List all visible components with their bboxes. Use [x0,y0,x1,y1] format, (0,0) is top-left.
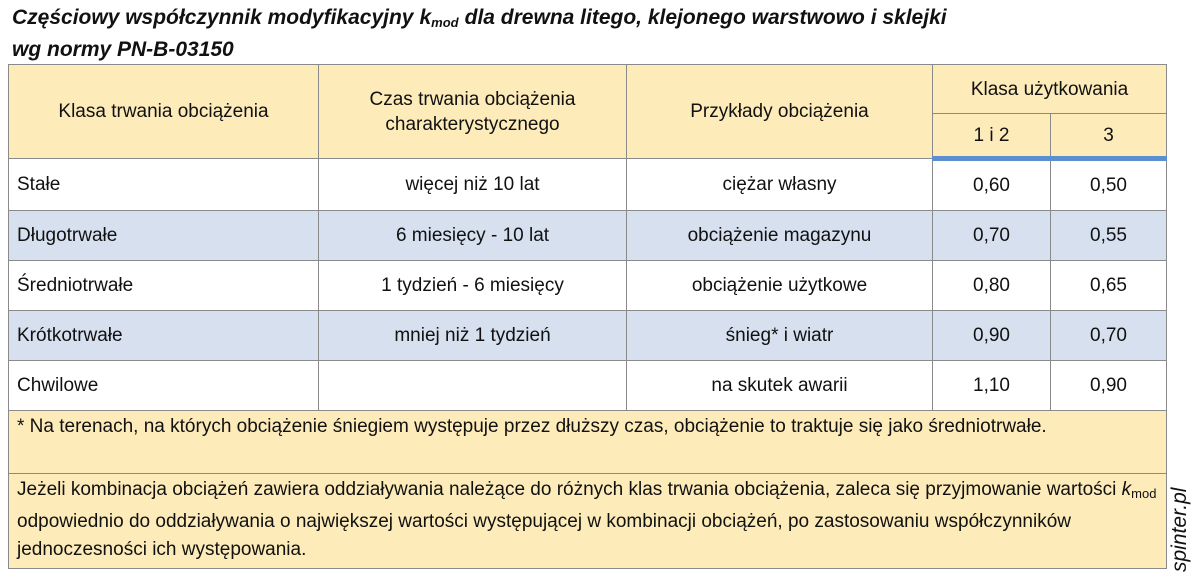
footnote-combination: Jeżeli kombinacja obciążeń zawiera oddziaływania należące do różnych klas trwania obciążenia, zaleca się przyjmowanie wartości $k_{mod}$ odpowiednio do oddziaływania o największej wartości występującej w kombinacji obciążeń, po zastosowaniu współczynników jednoczesności ich występowania. [9,474,1167,569]
cell-czas: mniej niż 1 tydzień [319,311,627,361]
header-klasa-trwania: Klasa trwania obciążenia [9,65,319,159]
cell-value-1-2: 0,70 [933,211,1051,261]
header-czas-trwania: Czas trwania obciążenia charakterystycznego [319,65,627,159]
footnote-snow: * Na terenach, na których obciążenie śniegiem występuje przez dłuższy czas, obciążenie to traktuje się jako średniotrwałe. [9,411,1167,474]
cell-value-1-2: 0,90 [933,311,1051,361]
header-klasa-uzytkowania: Klasa użytkowania [933,65,1167,114]
title-suffix: dla drewna litego, klejonego warstwowo i sklejki [464,6,947,29]
title-line-1 [12,4,947,36]
cell-value-1-2: 0,80 [933,261,1051,311]
cell-klasa: Krótkotrwałe [9,311,319,361]
cell-przyklad: ciężar własny [627,159,933,211]
header-przyklady: Przykłady obciążenia [627,65,933,159]
cell-przyklad: obciążenie użytkowe [627,261,933,311]
header-klasa-1-2: 1 i 2 [933,114,1051,159]
cell-klasa: Stałe [9,159,319,211]
cell-value-3: 0,50 [1051,159,1167,211]
table-row [9,311,1167,361]
table-row [9,361,1167,411]
cell-value-3: 0,90 [1051,361,1167,411]
table-row [9,211,1167,261]
k-mod-symbol: $k_{mod}$ [1121,479,1157,501]
cell-klasa: Chwilowe [9,361,319,411]
cell-value-1-2: 1,10 [933,361,1051,411]
cell-czas: 6 miesięcy - 10 lat [319,211,627,261]
cell-przyklad: śnieg* i wiatr [627,311,933,361]
kmod-table [8,64,1167,569]
table-row [9,159,1167,211]
cell-przyklad: obciążenie magazynu [627,211,933,261]
cell-przyklad: na skutek awarii [627,361,933,411]
cell-value-3: 0,55 [1051,211,1167,261]
cell-czas [319,361,627,411]
header-klasa-3: 3 [1051,114,1167,159]
brand-watermark: spinter.pl [1168,487,1191,572]
page-title [12,4,947,63]
cell-czas: więcej niż 10 lat [319,159,627,211]
cell-klasa: Długotrwałe [9,211,319,261]
k-mod-symbol: $k_{mod}$ [419,6,459,30]
title-prefix: Częściowy współczynnik modyfikacyjny [12,6,414,29]
cell-czas: 1 tydzień - 6 miesięcy [319,261,627,311]
cell-value-3: 0,65 [1051,261,1167,311]
table-row [9,261,1167,311]
cell-value-3: 0,70 [1051,311,1167,361]
cell-klasa: Średniotrwałe [9,261,319,311]
cell-value-1-2: 0,60 [933,159,1051,211]
title-line-2: wg normy PN-B-03150 [12,38,234,61]
